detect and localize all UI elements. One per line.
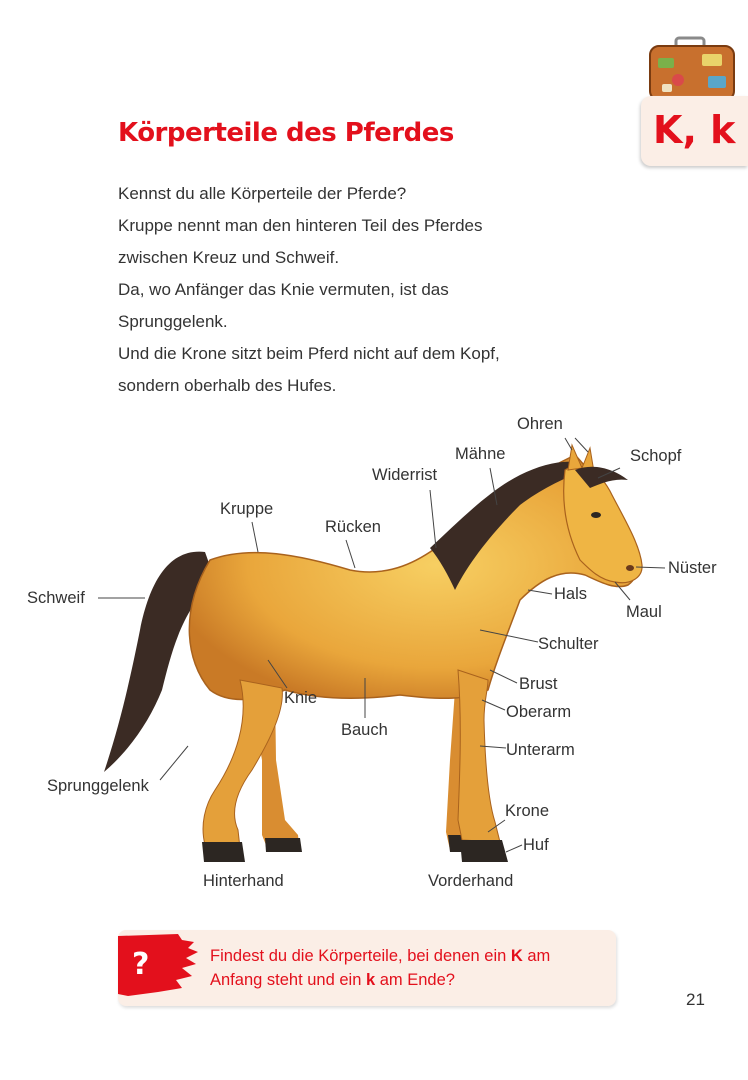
label-schopf: Schopf: [630, 447, 682, 465]
question-line2-bold: k: [365, 971, 376, 989]
intro-line: Sprunggelenk.: [118, 312, 228, 331]
question-text: [210, 944, 550, 992]
label-schweif: Schweif: [27, 589, 85, 607]
label-knie: Knie: [284, 689, 318, 707]
label-hinterhand: Hinterhand: [203, 872, 284, 890]
label-nuester: Nüster: [668, 559, 717, 577]
question-line2-b: am Ende?: [375, 971, 455, 989]
label-ohren: Ohren: [517, 415, 563, 433]
intro-line: Und die Krone sitzt beim Pferd nicht auf dem Kopf,: [118, 344, 500, 363]
label-vorderhand: Vorderhand: [428, 872, 514, 890]
label-bauch: Bauch: [341, 721, 388, 739]
intro-line: Kennst du alle Körperteile der Pferde?: [118, 184, 407, 203]
question-line1-bold: K: [510, 947, 523, 965]
intro-line: zwischen Kreuz und Schweif.: [118, 248, 340, 267]
question-line1-a: Findest du die Körperteile, bei denen ein: [210, 947, 511, 965]
label-maul: Maul: [626, 603, 662, 621]
page-title: Körperteile des Pferdes: [118, 118, 454, 148]
label-huf: Huf: [523, 836, 549, 854]
question-box: [118, 930, 616, 1006]
intro-line: Kruppe nennt man den hinteren Teil des Pferdes: [118, 216, 483, 235]
letter-badge-text: K, k: [653, 108, 736, 152]
page-number: 21: [686, 990, 705, 1009]
svg-text:?: ?: [132, 947, 150, 982]
label-kruppe: Kruppe: [220, 500, 274, 518]
label-maehne: Mähne: [455, 445, 506, 463]
label-schulter: Schulter: [538, 635, 599, 653]
label-sprunggelenk: Sprunggelenk: [47, 777, 149, 795]
label-brust: Brust: [519, 675, 558, 693]
question-mark-icon: [118, 934, 200, 998]
question-line2-a: Anfang steht und ein: [210, 971, 366, 989]
label-unterarm: Unterarm: [506, 741, 575, 759]
question-line1-b: am: [522, 947, 551, 965]
intro-line: Da, wo Anfänger das Knie vermuten, ist das: [118, 280, 449, 299]
label-ruecken: Rücken: [325, 518, 381, 536]
label-krone: Krone: [505, 802, 550, 820]
label-hals: Hals: [554, 585, 588, 603]
label-oberarm: Oberarm: [506, 703, 572, 721]
label-widerrist: Widerrist: [372, 466, 438, 484]
intro-line: sondern oberhalb des Hufes.: [118, 376, 337, 395]
